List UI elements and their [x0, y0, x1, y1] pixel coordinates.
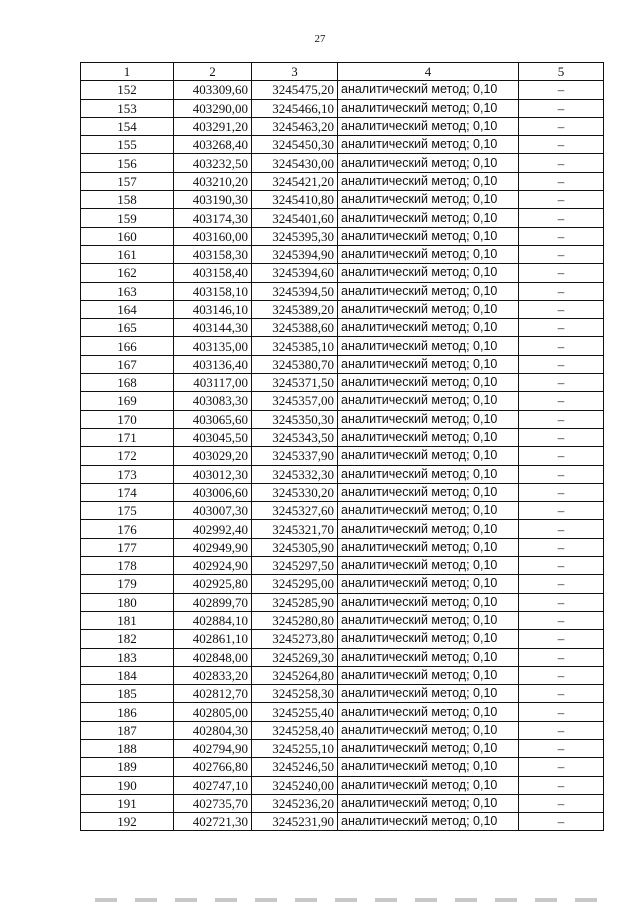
x-coordinate-cell: 403232,50: [174, 154, 252, 172]
y-coordinate-cell: 3245343,50: [252, 428, 338, 446]
x-coordinate-cell: 403144,30: [174, 319, 252, 337]
method-cell: аналитический метод; 0,10: [338, 538, 519, 556]
method-cell: аналитический метод; 0,10: [338, 813, 519, 831]
x-coordinate-cell: 402949,90: [174, 538, 252, 556]
note-cell: –: [519, 319, 604, 337]
table-row: [81, 172, 604, 190]
method-cell: аналитический метод; 0,10: [338, 557, 519, 575]
x-coordinate-cell: 402735,70: [174, 794, 252, 812]
note-cell: –: [519, 685, 604, 703]
y-coordinate-cell: 3245466,10: [252, 99, 338, 117]
point-number-cell: 184: [81, 666, 174, 684]
method-cell: аналитический метод; 0,10: [338, 392, 519, 410]
method-cell: аналитический метод; 0,10: [338, 685, 519, 703]
y-coordinate-cell: 3245463,20: [252, 117, 338, 135]
method-cell: аналитический метод; 0,10: [338, 374, 519, 392]
note-cell: –: [519, 703, 604, 721]
point-number-cell: 156: [81, 154, 174, 172]
point-number-cell: 163: [81, 282, 174, 300]
table-row: [81, 557, 604, 575]
table-row: [81, 630, 604, 648]
x-coordinate-cell: 402721,30: [174, 813, 252, 831]
note-cell: –: [519, 227, 604, 245]
table-row: [81, 209, 604, 227]
table-row: [81, 191, 604, 209]
point-number-cell: 185: [81, 685, 174, 703]
note-cell: –: [519, 300, 604, 318]
scan-artifact-strip: [95, 898, 615, 902]
method-cell: аналитический метод; 0,10: [338, 593, 519, 611]
y-coordinate-cell: 3245295,00: [252, 575, 338, 593]
note-cell: –: [519, 81, 604, 99]
method-cell: аналитический метод; 0,10: [338, 758, 519, 776]
note-cell: –: [519, 410, 604, 428]
x-coordinate-cell: 402766,80: [174, 758, 252, 776]
table-row: [81, 611, 604, 629]
column-header: 4: [338, 63, 519, 81]
y-coordinate-cell: 3245371,50: [252, 374, 338, 392]
point-number-cell: 188: [81, 739, 174, 757]
x-coordinate-cell: 402812,70: [174, 685, 252, 703]
note-cell: –: [519, 136, 604, 154]
method-cell: аналитический метод; 0,10: [338, 300, 519, 318]
page-number: 27: [314, 33, 326, 45]
y-coordinate-cell: 3245337,90: [252, 447, 338, 465]
y-coordinate-cell: 3245388,60: [252, 319, 338, 337]
table-row: [81, 117, 604, 135]
y-coordinate-cell: 3245332,30: [252, 465, 338, 483]
note-cell: –: [519, 447, 604, 465]
note-cell: –: [519, 721, 604, 739]
table-row: [81, 483, 604, 501]
point-number-cell: 157: [81, 172, 174, 190]
table-body: [81, 81, 604, 831]
table-row: [81, 428, 604, 446]
method-cell: аналитический метод; 0,10: [338, 227, 519, 245]
table-row: [81, 264, 604, 282]
note-cell: –: [519, 648, 604, 666]
x-coordinate-cell: 403012,30: [174, 465, 252, 483]
table-row: [81, 465, 604, 483]
y-coordinate-cell: 3245285,90: [252, 593, 338, 611]
x-coordinate-cell: 402992,40: [174, 520, 252, 538]
method-cell: аналитический метод; 0,10: [338, 447, 519, 465]
x-coordinate-cell: 403029,20: [174, 447, 252, 465]
method-cell: аналитический метод; 0,10: [338, 575, 519, 593]
y-coordinate-cell: 3245264,80: [252, 666, 338, 684]
point-number-cell: 162: [81, 264, 174, 282]
note-cell: –: [519, 593, 604, 611]
note-cell: –: [519, 520, 604, 538]
y-coordinate-cell: 3245350,30: [252, 410, 338, 428]
method-cell: аналитический метод; 0,10: [338, 245, 519, 263]
point-number-cell: 160: [81, 227, 174, 245]
y-coordinate-cell: 3245389,20: [252, 300, 338, 318]
x-coordinate-cell: 403291,20: [174, 117, 252, 135]
table-row: [81, 776, 604, 794]
method-cell: аналитический метод; 0,10: [338, 483, 519, 501]
x-coordinate-cell: 403290,00: [174, 99, 252, 117]
column-header: 2: [174, 63, 252, 81]
point-number-cell: 190: [81, 776, 174, 794]
note-cell: –: [519, 154, 604, 172]
point-number-cell: 179: [81, 575, 174, 593]
point-number-cell: 169: [81, 392, 174, 410]
point-number-cell: 167: [81, 355, 174, 373]
table-row: [81, 593, 604, 611]
method-cell: аналитический метод; 0,10: [338, 81, 519, 99]
table-row: [81, 99, 604, 117]
x-coordinate-cell: 402861,10: [174, 630, 252, 648]
table-row: [81, 355, 604, 373]
point-number-cell: 183: [81, 648, 174, 666]
y-coordinate-cell: 3245258,40: [252, 721, 338, 739]
x-coordinate-cell: 403146,10: [174, 300, 252, 318]
x-coordinate-cell: 403174,30: [174, 209, 252, 227]
x-coordinate-cell: 402833,20: [174, 666, 252, 684]
x-coordinate-cell: 403190,30: [174, 191, 252, 209]
table-row: [81, 703, 604, 721]
note-cell: –: [519, 538, 604, 556]
note-cell: –: [519, 191, 604, 209]
table-row: [81, 81, 604, 99]
note-cell: –: [519, 557, 604, 575]
method-cell: аналитический метод; 0,10: [338, 502, 519, 520]
note-cell: –: [519, 99, 604, 117]
method-cell: аналитический метод; 0,10: [338, 172, 519, 190]
x-coordinate-cell: 403158,10: [174, 282, 252, 300]
y-coordinate-cell: 3245327,60: [252, 502, 338, 520]
y-coordinate-cell: 3245269,30: [252, 648, 338, 666]
method-cell: аналитический метод; 0,10: [338, 282, 519, 300]
x-coordinate-cell: 403065,60: [174, 410, 252, 428]
point-number-cell: 187: [81, 721, 174, 739]
method-cell: аналитический метод; 0,10: [338, 319, 519, 337]
table-row: [81, 648, 604, 666]
y-coordinate-cell: 3245321,70: [252, 520, 338, 538]
table-row: [81, 136, 604, 154]
point-number-cell: 174: [81, 483, 174, 501]
table-row: [81, 758, 604, 776]
table-row: [81, 410, 604, 428]
x-coordinate-cell: 403136,40: [174, 355, 252, 373]
point-number-cell: 180: [81, 593, 174, 611]
header-row: [81, 63, 604, 81]
point-number-cell: 186: [81, 703, 174, 721]
note-cell: –: [519, 776, 604, 794]
y-coordinate-cell: 3245236,20: [252, 794, 338, 812]
y-coordinate-cell: 3245394,50: [252, 282, 338, 300]
method-cell: аналитический метод; 0,10: [338, 154, 519, 172]
note-cell: –: [519, 739, 604, 757]
y-coordinate-cell: 3245421,20: [252, 172, 338, 190]
note-cell: –: [519, 794, 604, 812]
point-number-cell: 182: [81, 630, 174, 648]
column-header: 5: [519, 63, 604, 81]
table-row: [81, 227, 604, 245]
table-row: [81, 392, 604, 410]
x-coordinate-cell: 403309,60: [174, 81, 252, 99]
y-coordinate-cell: 3245273,80: [252, 630, 338, 648]
x-coordinate-cell: 403158,30: [174, 245, 252, 263]
point-number-cell: 154: [81, 117, 174, 135]
method-cell: аналитический метод; 0,10: [338, 99, 519, 117]
note-cell: –: [519, 428, 604, 446]
note-cell: –: [519, 172, 604, 190]
note-cell: –: [519, 483, 604, 501]
method-cell: аналитический метод; 0,10: [338, 794, 519, 812]
method-cell: аналитический метод; 0,10: [338, 520, 519, 538]
note-cell: –: [519, 630, 604, 648]
table-row: [81, 245, 604, 263]
point-number-cell: 173: [81, 465, 174, 483]
table-row: [81, 154, 604, 172]
y-coordinate-cell: 3245395,30: [252, 227, 338, 245]
x-coordinate-cell: 402805,00: [174, 703, 252, 721]
y-coordinate-cell: 3245280,80: [252, 611, 338, 629]
method-cell: аналитический метод; 0,10: [338, 666, 519, 684]
note-cell: –: [519, 117, 604, 135]
table-row: [81, 685, 604, 703]
point-number-cell: 189: [81, 758, 174, 776]
point-number-cell: 161: [81, 245, 174, 263]
y-coordinate-cell: 3245380,70: [252, 355, 338, 373]
method-cell: аналитический метод; 0,10: [338, 410, 519, 428]
y-coordinate-cell: 3245330,20: [252, 483, 338, 501]
point-number-cell: 175: [81, 502, 174, 520]
method-cell: аналитический метод; 0,10: [338, 355, 519, 373]
table-row: [81, 319, 604, 337]
point-number-cell: 192: [81, 813, 174, 831]
table-header: [81, 63, 604, 81]
note-cell: –: [519, 575, 604, 593]
table-row: [81, 502, 604, 520]
table-row: [81, 721, 604, 739]
method-cell: аналитический метод; 0,10: [338, 136, 519, 154]
y-coordinate-cell: 3245394,90: [252, 245, 338, 263]
table-row: [81, 337, 604, 355]
table-row: [81, 794, 604, 812]
x-coordinate-cell: 402848,00: [174, 648, 252, 666]
x-coordinate-cell: 403160,00: [174, 227, 252, 245]
method-cell: аналитический метод; 0,10: [338, 776, 519, 794]
note-cell: –: [519, 813, 604, 831]
y-coordinate-cell: 3245258,30: [252, 685, 338, 703]
note-cell: –: [519, 465, 604, 483]
y-coordinate-cell: 3245401,60: [252, 209, 338, 227]
y-coordinate-cell: 3245430,00: [252, 154, 338, 172]
table-row: [81, 739, 604, 757]
point-number-cell: 171: [81, 428, 174, 446]
x-coordinate-cell: 402924,90: [174, 557, 252, 575]
table-row: [81, 282, 604, 300]
point-number-cell: 177: [81, 538, 174, 556]
x-coordinate-cell: 402804,30: [174, 721, 252, 739]
y-coordinate-cell: 3245450,30: [252, 136, 338, 154]
method-cell: аналитический метод; 0,10: [338, 117, 519, 135]
note-cell: –: [519, 611, 604, 629]
column-header: 3: [252, 63, 338, 81]
y-coordinate-cell: 3245297,50: [252, 557, 338, 575]
point-number-cell: 191: [81, 794, 174, 812]
point-number-cell: 153: [81, 99, 174, 117]
method-cell: аналитический метод; 0,10: [338, 337, 519, 355]
method-cell: аналитический метод; 0,10: [338, 630, 519, 648]
column-header: 1: [81, 63, 174, 81]
note-cell: –: [519, 374, 604, 392]
note-cell: –: [519, 355, 604, 373]
x-coordinate-cell: 403045,50: [174, 428, 252, 446]
method-cell: аналитический метод; 0,10: [338, 721, 519, 739]
point-number-cell: 165: [81, 319, 174, 337]
point-number-cell: 158: [81, 191, 174, 209]
note-cell: –: [519, 245, 604, 263]
y-coordinate-cell: 3245475,20: [252, 81, 338, 99]
point-number-cell: 176: [81, 520, 174, 538]
method-cell: аналитический метод; 0,10: [338, 611, 519, 629]
table-row: [81, 575, 604, 593]
y-coordinate-cell: 3245240,00: [252, 776, 338, 794]
method-cell: аналитический метод; 0,10: [338, 209, 519, 227]
y-coordinate-cell: 3245357,00: [252, 392, 338, 410]
note-cell: –: [519, 282, 604, 300]
point-number-cell: 166: [81, 337, 174, 355]
x-coordinate-cell: 403117,00: [174, 374, 252, 392]
coordinates-table: [80, 62, 604, 831]
y-coordinate-cell: 3245246,50: [252, 758, 338, 776]
x-coordinate-cell: 402794,90: [174, 739, 252, 757]
point-number-cell: 155: [81, 136, 174, 154]
note-cell: –: [519, 337, 604, 355]
note-cell: –: [519, 392, 604, 410]
note-cell: –: [519, 264, 604, 282]
x-coordinate-cell: 402884,10: [174, 611, 252, 629]
point-number-cell: 181: [81, 611, 174, 629]
table-row: [81, 447, 604, 465]
y-coordinate-cell: 3245394,60: [252, 264, 338, 282]
x-coordinate-cell: 403083,30: [174, 392, 252, 410]
table-row: [81, 520, 604, 538]
x-coordinate-cell: 403006,60: [174, 483, 252, 501]
x-coordinate-cell: 403268,40: [174, 136, 252, 154]
point-number-cell: 164: [81, 300, 174, 318]
y-coordinate-cell: 3245231,90: [252, 813, 338, 831]
x-coordinate-cell: 402899,70: [174, 593, 252, 611]
table-row: [81, 813, 604, 831]
point-number-cell: 170: [81, 410, 174, 428]
y-coordinate-cell: 3245305,90: [252, 538, 338, 556]
note-cell: –: [519, 209, 604, 227]
x-coordinate-cell: 402747,10: [174, 776, 252, 794]
x-coordinate-cell: 403135,00: [174, 337, 252, 355]
point-number-cell: 172: [81, 447, 174, 465]
method-cell: аналитический метод; 0,10: [338, 648, 519, 666]
x-coordinate-cell: 403007,30: [174, 502, 252, 520]
table-row: [81, 666, 604, 684]
point-number-cell: 168: [81, 374, 174, 392]
y-coordinate-cell: 3245410,80: [252, 191, 338, 209]
point-number-cell: 178: [81, 557, 174, 575]
method-cell: аналитический метод; 0,10: [338, 739, 519, 757]
method-cell: аналитический метод; 0,10: [338, 428, 519, 446]
method-cell: аналитический метод; 0,10: [338, 465, 519, 483]
y-coordinate-cell: 3245255,10: [252, 739, 338, 757]
method-cell: аналитический метод; 0,10: [338, 191, 519, 209]
y-coordinate-cell: 3245385,10: [252, 337, 338, 355]
method-cell: аналитический метод; 0,10: [338, 264, 519, 282]
x-coordinate-cell: 403158,40: [174, 264, 252, 282]
table-row: [81, 538, 604, 556]
note-cell: –: [519, 502, 604, 520]
point-number-cell: 152: [81, 81, 174, 99]
x-coordinate-cell: 403210,20: [174, 172, 252, 190]
note-cell: –: [519, 758, 604, 776]
y-coordinate-cell: 3245255,40: [252, 703, 338, 721]
table-row: [81, 374, 604, 392]
table-row: [81, 300, 604, 318]
point-number-cell: 159: [81, 209, 174, 227]
method-cell: аналитический метод; 0,10: [338, 703, 519, 721]
note-cell: –: [519, 666, 604, 684]
x-coordinate-cell: 402925,80: [174, 575, 252, 593]
